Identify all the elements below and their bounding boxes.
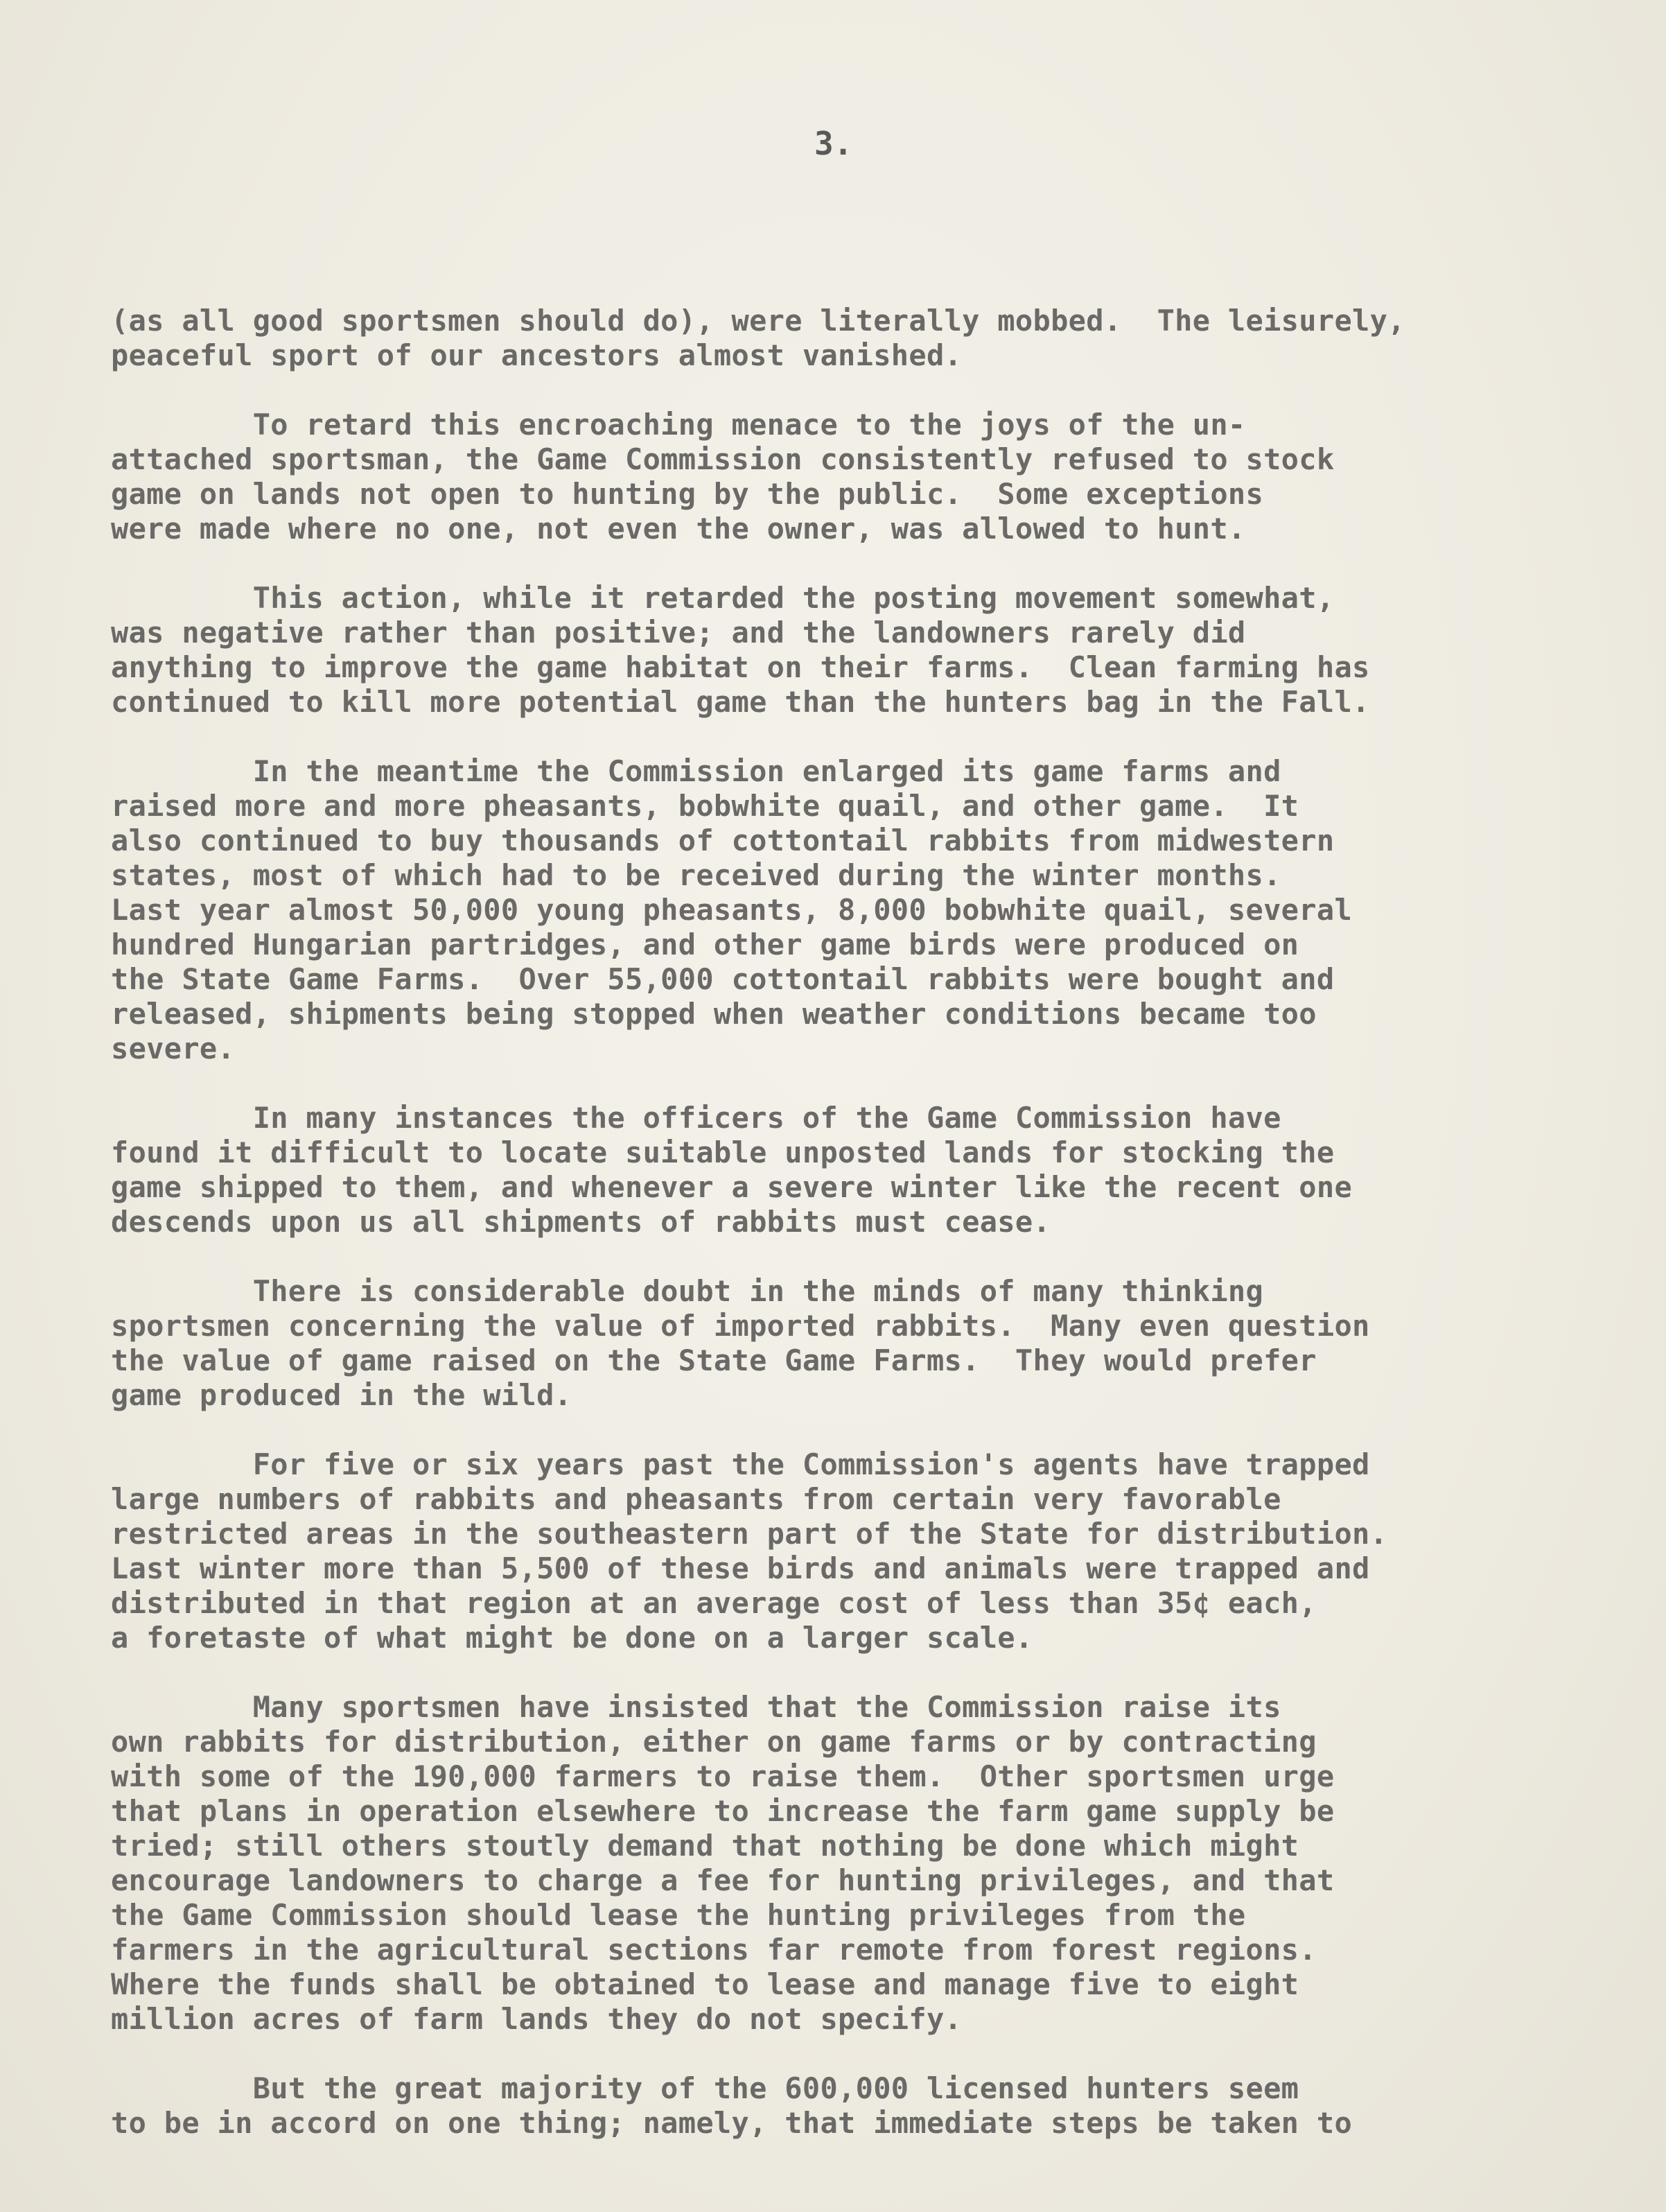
text-line: attached sportsman, the Game Commission consistently refused to stock bbox=[111, 442, 1335, 476]
text-line: game produced in the wild. bbox=[111, 1378, 572, 1412]
text-line: sportsmen concerning the value of imported rabbits. Many even question bbox=[111, 1309, 1370, 1343]
text-line: Last winter more than 5,500 of these birds and animals were trapped and bbox=[111, 1551, 1370, 1585]
text-line: million acres of farm lands they do not specify. bbox=[111, 2002, 963, 2036]
text-line: the Game Commission should lease the hunting privileges from the bbox=[111, 1898, 1246, 1932]
text-line: For five or six years past the Commission's agents have trapped bbox=[111, 1447, 1370, 1481]
text-line: the State Game Farms. Over 55,000 cottontail rabbits were bought and bbox=[111, 962, 1335, 996]
text-line: states, most of which had to be received during the winter months. bbox=[111, 858, 1281, 892]
text-line: tried; still others stoutly demand that nothing be done which might bbox=[111, 1829, 1299, 1863]
text-line: farmers in the agricultural sections far remote from forest regions. bbox=[111, 1933, 1317, 1967]
text-line: anything to improve the game habitat on their farms. Clean farming has bbox=[111, 650, 1370, 684]
text-line: the value of game raised on the State Game Farms. They would prefer bbox=[111, 1343, 1317, 1377]
text-line: To retard this encroaching menace to the joys of the un- bbox=[111, 408, 1246, 442]
text-line: descends upon us all shipments of rabbits must cease. bbox=[111, 1205, 1051, 1239]
paragraph bbox=[111, 1447, 1622, 1655]
paragraph bbox=[111, 1690, 1622, 2037]
text-line: with some of the 190,000 farmers to raise them. Other sportsmen urge bbox=[111, 1759, 1335, 1793]
text-line: also continued to buy thousands of cottontail rabbits from midwestern bbox=[111, 824, 1335, 857]
text-line: to be in accord on one thing; namely, that immediate steps be taken to bbox=[111, 2106, 1353, 2140]
text-line: Many sportsmen have insisted that the Commission raise its bbox=[111, 1690, 1281, 1724]
paragraph bbox=[111, 408, 1622, 546]
text-line: were made where no one, not even the owner, was allowed to hunt. bbox=[111, 512, 1246, 546]
text-line: severe. bbox=[111, 1031, 236, 1065]
text-line: was negative rather than positive; and the landowners rarely did bbox=[111, 616, 1246, 650]
text-line: Last year almost 50,000 young pheasants, 8,000 bobwhite quail, several bbox=[111, 893, 1353, 927]
text-line: There is considerable doubt in the minds of many thinking bbox=[111, 1274, 1264, 1308]
paragraph bbox=[111, 581, 1622, 720]
text-line: continued to kill more potential game than the hunters bag in the Fall. bbox=[111, 685, 1370, 719]
text-line: But the great majority of the 600,000 licensed hunters seem bbox=[111, 2071, 1299, 2105]
paragraph bbox=[111, 2071, 1622, 2141]
text-line: (as all good sportsmen should do), were literally mobbed. The leisurely, bbox=[111, 304, 1405, 338]
text-line: game shipped to them, and whenever a severe winter like the recent one bbox=[111, 1170, 1353, 1204]
paragraph bbox=[111, 304, 1622, 373]
text-line: found it difficult to locate suitable unposted lands for stocking the bbox=[111, 1135, 1335, 1169]
text-line: large numbers of rabbits and pheasants from certain very favorable bbox=[111, 1482, 1281, 1516]
text-line: peaceful sport of our ancestors almost vanished. bbox=[111, 338, 963, 372]
text-line: raised more and more pheasants, bobwhite quail, and other game. It bbox=[111, 789, 1299, 823]
text-line: that plans in operation elsewhere to increase the farm game supply be bbox=[111, 1794, 1335, 1828]
page-number: 3. bbox=[814, 125, 853, 162]
text-line: restricted areas in the southeastern part of the State for distribution. bbox=[111, 1517, 1388, 1551]
text-line: distributed in that region at an average cost of less than 35¢ each, bbox=[111, 1586, 1317, 1620]
text-line: released, shipments being stopped when weather conditions became too bbox=[111, 997, 1317, 1031]
paragraph bbox=[111, 754, 1622, 1066]
text-line: In the meantime the Commission enlarged its game farms and bbox=[111, 754, 1281, 788]
text-line: Where the funds shall be obtained to lease and manage five to eight bbox=[111, 1967, 1299, 2001]
document-body bbox=[111, 304, 1622, 2175]
paragraph bbox=[111, 1274, 1622, 1413]
text-line: game on lands not open to hunting by the public. Some exceptions bbox=[111, 477, 1264, 511]
text-line: a foretaste of what might be done on a larger scale. bbox=[111, 1621, 1033, 1655]
text-line: own rabbits for distribution, either on game farms or by contracting bbox=[111, 1725, 1317, 1759]
text-line: This action, while it retarded the posting movement somewhat, bbox=[111, 581, 1335, 615]
text-line: encourage landowners to charge a fee for hunting privileges, and that bbox=[111, 1863, 1335, 1897]
text-line: hundred Hungarian partridges, and other game birds were produced on bbox=[111, 928, 1299, 961]
text-line: In many instances the officers of the Game Commission have bbox=[111, 1101, 1281, 1135]
paragraph bbox=[111, 1101, 1622, 1239]
